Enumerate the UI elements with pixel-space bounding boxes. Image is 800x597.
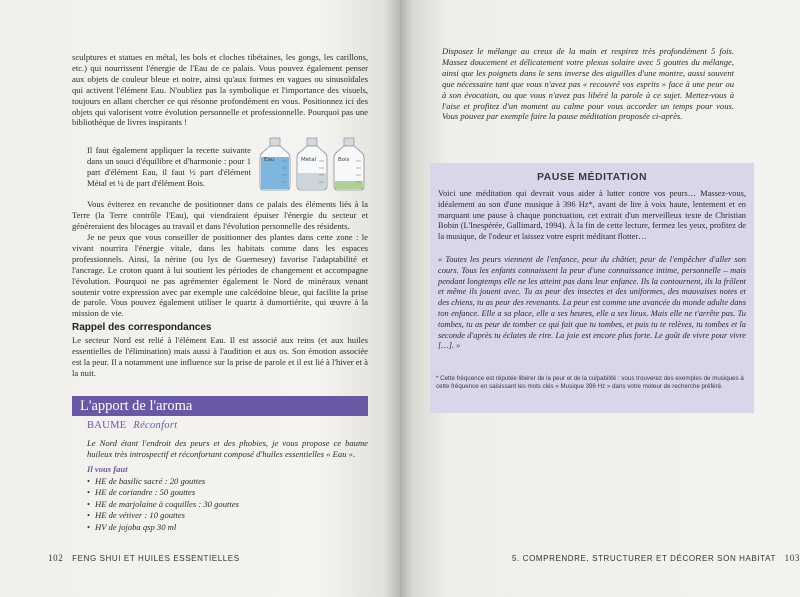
bottle-bois — [334, 138, 364, 190]
ingredient-item: • HE de vétiver : 10 gouttes — [87, 510, 239, 521]
ingredient-item: • HE de marjolaine à coquilles : 30 gouttes — [87, 499, 239, 510]
right-page — [400, 0, 800, 597]
paragraph-plants: Je ne peux que vous conseiller de positionner des plantes dans cette zone : le vivant nourrira l'énergie vitale, dans les habitats comme dans les espaces professionnels. Ainsi, la nérine (ou lys de Guernesey) favorise l'adaptabilité et l'ancrage. Le croton quant à lui soutient les périodes de changement et accompagne l'évolution. Pourquoi ne pas agrémenter également le Nord de minéraux venant soutenir votre expression avec par exemple une calcédoine bleue, qui facilite la prise de parole. Vous pouvez également utiliser le quartz à dumortiérite, qui œuvre à la mission de vie. — [72, 232, 368, 319]
ingredient-item: • HE de basilic sacré : 20 gouttes — [87, 476, 239, 487]
ingredient-list — [87, 476, 239, 533]
footnote: * Cette fréquence est réputée libérer de la peur et de la culpabilité : vous trouverez des exemples de musiques à cette fréquence en saisissant les mots clés « Musique 396 Hz » dans votre moteur de recherche préféré. — [436, 375, 744, 391]
ingredient-item: • HV de jojoba qsp 30 ml — [87, 522, 239, 533]
meditation-title: PAUSE MÉDITATION — [536, 171, 648, 183]
bottle-liquid — [298, 173, 326, 189]
meditation-quote: « Toutes les peurs viennent de l'enfance, peur du châtier, peur de l'empêcher d'aller son cours. Tous les enfants connaissent la peur d'une connaissance intime, personnelle – mais pendant longtemps elle ne les atteint pas dans leur enfance. Ils la contournent, ils la frôlent et même ils jouent avec. Tu as peur des insectes et des uniformes, des mauvaises notes et des chiens, tu as peur des revenants. La peur est comme une avancée du monde adulte dans ton enfance. Elle a sa place, elle a ses heures, elle a ses lieux. Mais elle ne t'arrête pas. Tu tombes, tu as peur de tomber ce qui fait que tu tombes, et puis tu te relèves, tu tombes et la seconde d'après tu éclates de rire. La joie est encore plus forte. Le goût de vivre pour vivre […]. » — [438, 255, 746, 351]
baume-title — [87, 420, 177, 431]
aroma-banner: L'apport de l'aroma — [72, 396, 368, 416]
paragraph-objects: sculptures et statues en métal, les bols et cloches tibétaines, les gongs, les carillons, etc.) qui nourrissent l'énergie de l'Eau de ce palais. Vous pouvez également penser aux objets de couleur bleue et noire, ainsi qu'aux formes en vagues ou sinusoïdales qui activent l'élément Eau. N'oubliez pas la symbolique et l'importance des visuels, toujours en allant chercher ce qui résonne profondément en vous. Positionnez ici des objets qui valorisent votre évolution personnelle et professionnelle. Pourquoi pas une bibliothèque de livres inspirants ! — [72, 52, 368, 128]
bottle-label: Eau — [264, 157, 275, 163]
right-footer — [512, 553, 800, 563]
paragraph-recipe: Il faut également appliquer la recette suivante dans un souci d'équilibre et d'harmonie : pour 1 part d'élément Eau, il faut ½ part d'élément Métal et ¼ de part d'élément Bois. — [87, 145, 251, 188]
rappel-heading: Rappel des correspondances — [72, 322, 212, 333]
il-vous-faut-heading: Il vous faut — [87, 464, 128, 474]
bottle-label: Bois — [338, 157, 350, 163]
left-footer — [48, 553, 240, 563]
paragraph-application: Disposez le mélange au creux de la main et respirez très profondément 5 fois. Massez doucement et délicatement votre plexus solaire avec 5 gouttes du mélange, ainsi que les poignets dans le sens inverse des aiguilles d'une montre, aussi souvent que nécessaire tant que vous n'avez pas « recouvré vos esprits » face à une peur ou à son évocation, ou que vous n'avez pas libéré la parole à ce sujet. Mettez-vous à l'aise et profitez d'un moment au calme pour vous accorder un temps pour vous. Vous pouvez par exemple faire la pause méditation proposée ci-après. — [442, 46, 734, 122]
chapter-title-footer: 5. COMPRENDRE, STRUCTURER ET DÉCORER SON HABITAT — [512, 554, 776, 563]
paragraph-earth-elements: Vous éviterez en revanche de positionner dans ce palais des éléments liés à la Terre (la Terre contrôle l'Eau), qui viendraient épuiser l'énergie du secteur et généreraient des blocages au travail et dans l'évolution personnelle des résidents. — [72, 199, 368, 231]
bottle-eau — [260, 138, 290, 190]
book-title-footer: FENG SHUI ET HUILES ESSENTIELLES — [72, 554, 240, 563]
page-number-right: 103 — [784, 553, 800, 563]
bottles-illustration — [256, 136, 368, 192]
paragraph-rappel: Le secteur Nord est relié à l'élément Eau. Il est associé aux reins (et aux huiles essentielles de l'élimination) mais aussi à l'audition et aux os. Son émotion associée est la peur. Il a notamment une influence sur la prise de parole et il est lié à l'hiver et à la nuit. — [72, 335, 368, 378]
baume-label: BAUME — [87, 420, 127, 431]
baume-name: Réconfort — [133, 420, 178, 431]
meditation-intro: Voici une méditation qui devrait vous aider à lutter contre vos peurs… Massez-vous, idéalement au son d'une musique à 396 Hz*, avant de lire à voix haute, lentement et en marquant une pause à chaque ponctuation, cet extrait d'un merveilleux texte de Christian Bobin (L'Inespérée, Gallimard, 1994). À la fin de cette lecture, fermez les yeux, profitez de la musique, de l'odeur et laissez votre esprit méditant flotter… — [438, 189, 746, 242]
bottle-métal — [297, 138, 327, 190]
meditation-box — [430, 163, 754, 413]
bottle-label: Métal — [301, 157, 317, 163]
baume-intro: Le Nord étant l'endroit des peurs et des phobies, je vous propose ce baume huileux très introspectif et réconfortant composé d'huiles essentielles « Eau ». — [87, 438, 368, 459]
ingredient-item: • HE de coriandre : 50 gouttes — [87, 487, 239, 498]
page-number-left: 102 — [48, 553, 64, 563]
